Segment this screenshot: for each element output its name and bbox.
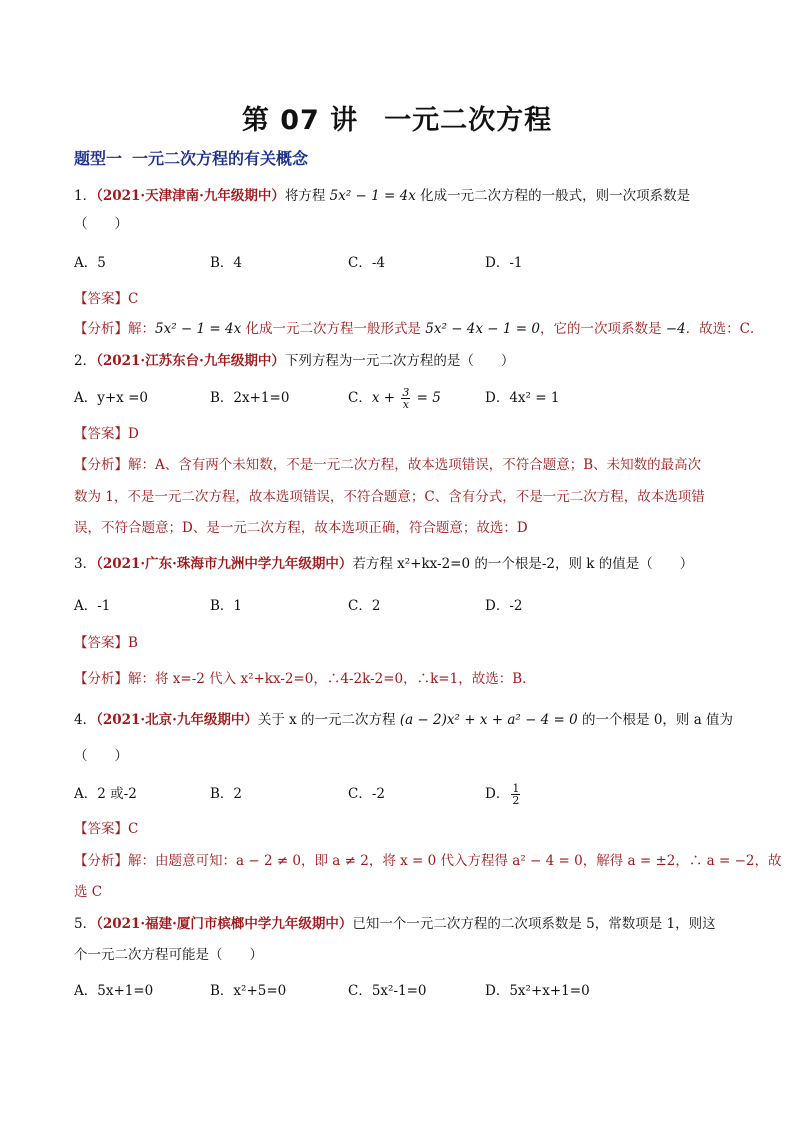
q4-option-c: C．-2 [348,786,385,802]
q2-analysis-line-3: 误，不符合题意；D、是一元二次方程，故本选项正确，符合题意；故选：D [74,520,528,536]
q3-option-a: A．-1 [74,598,111,614]
q4-option-d: D． $\frac{1}{2}$ [485,782,520,807]
q1-option-b: B．4 [210,255,243,271]
q2-analysis-line-1: 【分析】解：A、含有两个未知数，不是一元二次方程，故本选项错误，不符合题意；B、未知数的最高次 [74,457,702,473]
q2-answer: 【答案】D [74,426,139,442]
question-4-stem: 4．（2021·北京·九年级期中）关于 x 的一元二次方程 (a − 2)x² + x + a² − 4 = 0 的一个根是 0，则 a 值为 [74,712,734,728]
q3-option-d: D．-2 [485,598,523,614]
page-title [0,98,794,137]
q2-option-a: A．y+x =0 [74,390,148,406]
q3-option-c: C．2 [348,598,381,614]
q2-option-c: C．x + $\frac{3}{x}$ = 5 [348,386,441,411]
section-heading: 题型一 一元二次方程的有关概念 [74,149,309,168]
q2-option-d: D．4x² = 1 [485,390,560,406]
question-4-paren: （ ） [74,748,128,764]
q5-option-a: A．5x+1=0 [74,983,154,999]
q3-analysis: 【分析】解：将 x=-2 代入 x²+kx-2=0，∴4-2k-2=0，∴k=1，故选：B． [74,671,536,687]
question-1-stem: 1．（2021·天津津南·九年级期中）将方程 5x² − 1 = 4x 化成一元二次方程的一般式，则一次项系数是 [74,188,691,204]
q1-answer: 【答案】C [74,291,139,307]
q4-option-a: A．2 或-2 [74,786,137,802]
q4-answer: 【答案】C [74,821,139,837]
question-3-stem: 3．（2021·广东·珠海市九洲中学九年级期中）若方程 x²+kx-2=0 的一个根是-2，则 k 的值是（ ） [74,556,694,572]
q2-analysis-line-2: 数为 1，不是一元二次方程，故本选项错误，不符合题意；C、含有分式，不是一元二次方程，故本选项错 [74,489,705,505]
lecture-number: 第 07 讲 [241,105,359,136]
q2-option-b: B．2x+1=0 [210,390,290,406]
question-5-stem: 5．（2021·福建·厦门市槟榔中学九年级期中）已知一个一元二次方程的二次项系数是 5，常数项是 1，则这 [74,916,716,932]
q1-option-c: C．-4 [348,255,385,271]
q3-answer: 【答案】B [74,635,138,651]
question-1-paren: （ ） [74,216,128,232]
question-2-stem: 2．（2021·江苏东台·九年级期中）下列方程为一元二次方程的是（ ） [74,353,515,369]
question-5-stem-line-2: 个一元二次方程可能是（ ） [74,947,263,963]
q2-option-c-fraction: $\frac{3}{x}$ [402,386,410,411]
q1-analysis: 【分析】解：5x² − 1 = 4x 化成一元二次方程一般形式是 5x² − 4x − 1 = 0，它的一次项系数是 −4．故选：C． [74,321,764,337]
q4-option-b: B．2 [210,786,243,802]
q4-analysis-line-2: 选 C [74,884,103,900]
q4-analysis-line-1: 【分析】解：由题意可知：a − 2 ≠ 0，即 a ≠ 2，将 x = 0 代入方程得 a² − 4 = 0，解得 a = ±2，∴ a = −2，故 [74,853,782,869]
q1-option-d: D．-1 [485,255,523,271]
q1-option-a: A．5 [74,255,106,271]
q5-option-b: B．x²+5=0 [210,983,287,999]
lecture-topic: 一元二次方程 [384,105,553,136]
q5-option-d: D．5x²+x+1=0 [485,983,590,999]
q3-option-b: B．1 [210,598,243,614]
q5-option-c: C．5x²-1=0 [348,983,427,999]
q4-option-d-fraction: $\frac{1}{2}$ [512,782,520,807]
